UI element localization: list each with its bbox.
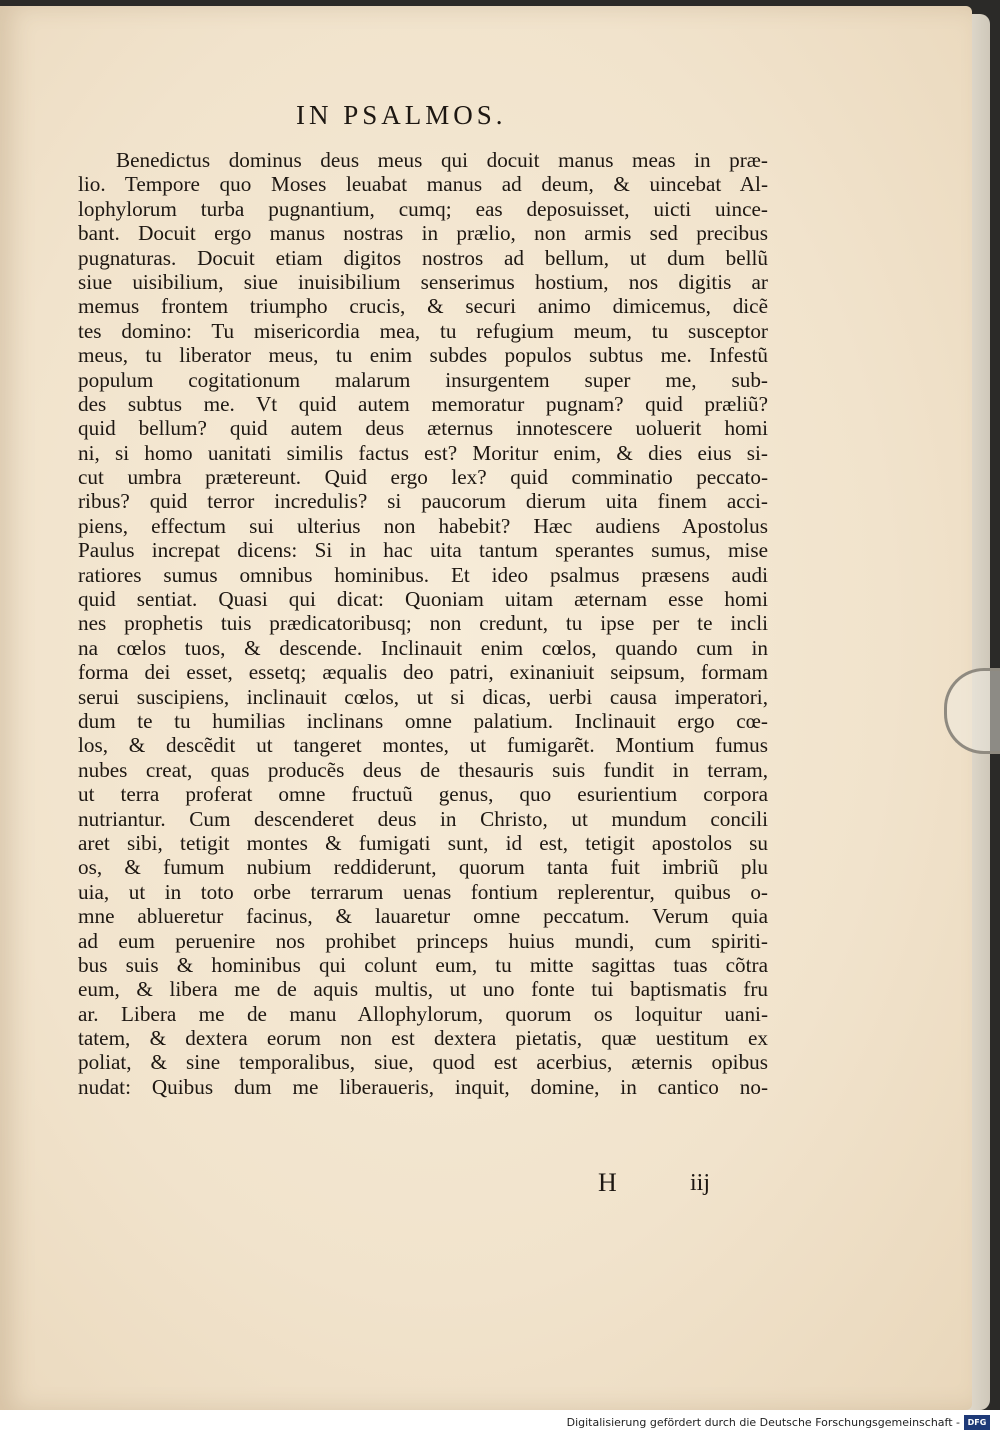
text-line: mne ablueretur facinus, & lauaretur omne peccatum. Verum quia bbox=[78, 904, 768, 929]
text-line: quid bellum? quid autem deus æternus innotescere uoluerit homi bbox=[78, 416, 768, 441]
text-line: Benedictus dominus deus meus qui docuit manus meas in præ- bbox=[116, 148, 768, 172]
text-line: serui suscipiens, inclinauit cœlos, ut si dicas, uerbi causa imperatori, bbox=[78, 684, 768, 709]
text-line: bus suis & hominibus qui colunt eum, tu mitte sagittas tuas cõtra bbox=[78, 952, 768, 977]
text-line: bant. Docuit ergo manus nostras in prælio, non armis sed precibus bbox=[78, 221, 768, 246]
text-line: memus frontem triumpho crucis, & securi animo dimicemus, dicẽ bbox=[78, 294, 768, 319]
text-line: uia, ut in toto orbe terrarum uenas fontium replerentur, quibus o- bbox=[78, 879, 768, 904]
digitization-footer bbox=[0, 1410, 1000, 1436]
text-line: populum cogitationum malarum insurgentem super me, sub- bbox=[78, 367, 768, 392]
text-line: ribus? quid terror incredulis? si paucorum dierum uita finem acci- bbox=[78, 489, 768, 514]
text-line: nudat: Quibus dum me liberaueris, inquit, domine, in cantico no- bbox=[78, 1074, 768, 1099]
text-line: lophylorum turba pugnantium, cumq; eas deposuisset, uicti uince- bbox=[78, 196, 768, 221]
text-line: ni, si homo uanitati similis factus est? Moritur enim, & dies eius si- bbox=[78, 440, 768, 465]
text-line: eum, & libera me de aquis multis, ut uno fonte tui baptismatis fru bbox=[78, 977, 768, 1002]
text-line: lio. Tempore quo Moses leuabat manus ad deum, & uincebat Al- bbox=[78, 172, 768, 197]
text-line: nutriantur. Cum descenderet deus in Christo, ut mundum concili bbox=[78, 806, 768, 831]
text-line: meus, tu liberator meus, tu enim subdes populos subtus me. Infestũ bbox=[78, 343, 768, 368]
running-head: IN PSALMOS. bbox=[296, 100, 507, 130]
signature-mark: H bbox=[598, 1168, 617, 1197]
text-line: os, & fumum nubium reddiderunt, quorum tanta fuit imbriũ plu bbox=[78, 855, 768, 880]
text-line: ratiores sumus omnibus hominibus. Et ideo psalmus præsens audi bbox=[78, 562, 768, 587]
text-line: tatem, & dextera eorum non est dextera pietatis, quæ uestitum ex bbox=[78, 1026, 768, 1051]
folio-number: iij bbox=[690, 1170, 711, 1196]
funding-credit: Digitalisierung gefördert durch die Deutsche Forschungsgemeinschaft - bbox=[566, 1416, 960, 1429]
text-line: tes domino: Tu misericordia mea, tu refugium meum, tu susceptor bbox=[78, 318, 768, 343]
text-line: siue uisibilium, siue inuisibilium senserimus hostium, nos digitis ar bbox=[78, 269, 768, 294]
text-line: quid sentiat. Quasi qui dicat: Quoniam uitam æternam esse homi bbox=[78, 587, 768, 612]
text-line: Paulus increpat dicens: Si in hac uita tantum sperantes sumus, mise bbox=[78, 538, 768, 563]
text-line: dum te tu humilias inclinans omne palatium. Inclinauit ergo cœ- bbox=[78, 708, 768, 733]
text-line: ad eum peruenire nos prohibet princeps huius mundi, cum spiriti- bbox=[78, 928, 768, 953]
text-line: na cœlos tuos, & descende. Inclinauit enim cœlos, quando cum in bbox=[78, 635, 768, 660]
text-line: ar. Libera me de manu Allophylorum, quorum os loquitur uani- bbox=[78, 1001, 768, 1026]
text-line: forma dei esset, essetq; æqualis deo patri, exinaniuit seipsum, formam bbox=[78, 660, 768, 685]
text-line: piens, effectum sui ulterius non habebit? Hæc audiens Apostolus bbox=[78, 513, 768, 538]
text-line: ut terra proferat omne fructuũ genus, quo esurientium corpora bbox=[78, 782, 768, 807]
text-line: nes prophetis tuis prædicatoribusq; non credunt, tu ipse per te incli bbox=[78, 611, 768, 636]
text-line: pugnaturas. Docuit etiam digitos nostros ad bellum, ut dum bellũ bbox=[78, 245, 768, 270]
text-line: aret sibi, tetigit montes & fumigati sunt, id est, tetigit apostolos su bbox=[78, 830, 768, 855]
text-line: los, & descẽdit ut tangeret montes, ut fumigarẽt. Montium fumus bbox=[78, 733, 768, 758]
text-line: poliat, & sine temporalibus, siue, quod est acerbius, æternis opibus bbox=[78, 1050, 768, 1075]
dfg-logo: DFG bbox=[964, 1415, 990, 1430]
text-line: cut umbra prætereunt. Quid ergo lex? quid comminatio peccato- bbox=[78, 465, 768, 490]
body-text bbox=[78, 148, 768, 1099]
text-line: des subtus me. Vt quid autem memoratur pugnam? quid præliũ? bbox=[78, 391, 768, 416]
text-line: nubes creat, quas producẽs deus de thesauris suis fundit in terram, bbox=[78, 757, 768, 782]
